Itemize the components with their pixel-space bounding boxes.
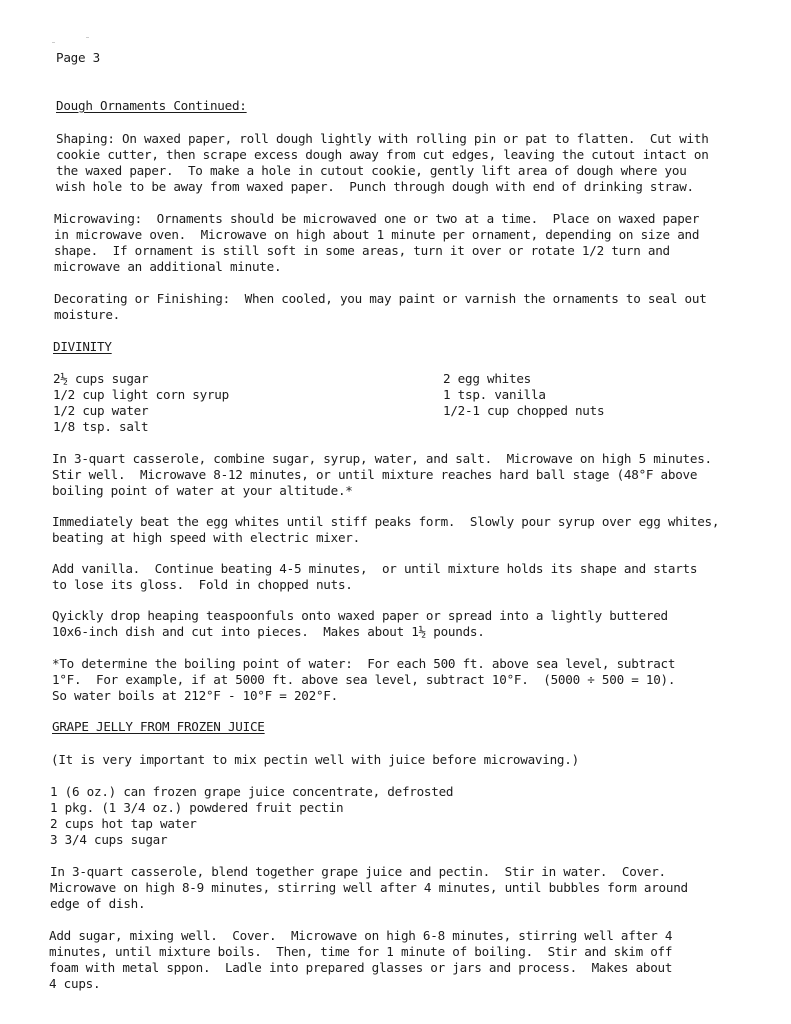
text-line: moisture. (54, 307, 120, 322)
ingredient-item: 2½ cups sugar (53, 371, 149, 386)
text-line: Microwave on high 8-9 minutes, stirring well after 4 minutes, until bubbles form around (50, 880, 688, 895)
ingredient-item: 1/2-1 cup chopped nuts (443, 403, 605, 418)
text-line: In 3-quart casserole, combine sugar, syrup, water, and salt. Microwave on high 5 minutes. (52, 451, 712, 466)
ingredient-item: 2 cups hot tap water (50, 816, 197, 831)
text-line: 4 cups. (49, 976, 101, 991)
text-line: minutes, until mixture boils. Then, time for 1 minute of boiling. Stir and skim off (49, 944, 673, 959)
text-line: boiling point of water at your altitude.* (52, 483, 353, 498)
ingredient-item: 2 egg whites (443, 371, 531, 386)
ingredient-item: 1/2 cup light corn syrup (53, 387, 229, 402)
jelly-heading: GRAPE JELLY FROM FROZEN JUICE (52, 719, 265, 734)
text-line: to lose its gloss. Fold in chopped nuts. (52, 577, 353, 592)
ingredient-item: 3 3/4 cups sugar (50, 832, 168, 847)
page-number: Page 3 (56, 50, 100, 65)
text-line: beating at high speed with electric mixer. (52, 530, 360, 545)
text-line: Add sugar, mixing well. Cover. Microwave on high 6-8 minutes, stirring well after 4 (49, 928, 673, 943)
text-line: 1°F. For example, if at 5000 ft. above sea level, subtract 10°F. (5000 ÷ 500 = 10). (52, 672, 676, 687)
ingredient-item: 1 tsp. vanilla (443, 387, 546, 402)
text-line: So water boils at 212°F - 10°F = 202°F. (52, 688, 338, 703)
jelly-note: (It is very important to mix pectin well with juice before microwaving.) (51, 752, 579, 767)
text-line: foam with metal sppon. Ladle into prepared glasses or jars and process. Makes about (49, 960, 673, 975)
ingredient-item: 1/2 cup water (53, 403, 149, 418)
text-line: the waxed paper. To make a hole in cutout cookie, gently lift area of dough where you (56, 163, 687, 178)
text-line: Decorating or Finishing: When cooled, you may paint or varnish the ornaments to seal out (54, 291, 707, 306)
scan-speck (86, 37, 89, 38)
text-line: In 3-quart casserole, blend together grape juice and pectin. Stir in water. Cover. (50, 864, 666, 879)
ingredient-item: 1 pkg. (1 3/4 oz.) powdered fruit pectin (50, 800, 344, 815)
text-line: Add vanilla. Continue beating 4-5 minutes, or until mixture holds its shape and starts (52, 561, 698, 576)
text-line: Microwaving: Ornaments should be microwaved one or two at a time. Place on waxed paper (54, 211, 700, 226)
text-line: edge of dish. (50, 896, 146, 911)
text-line: Immediately beat the egg whites until stiff peaks form. Slowly pour syrup over egg whites, (52, 514, 720, 529)
scan-speck (52, 42, 55, 43)
ingredient-item: 1 (6 oz.) can frozen grape juice concentrate, defrosted (50, 784, 454, 799)
text-line: wish hole to be away from waxed paper. Punch through dough with end of drinking straw. (56, 179, 694, 194)
text-line: Stir well. Microwave 8-12 minutes, or until mixture reaches hard ball stage (48°F above (52, 467, 698, 482)
text-line: *To determine the boiling point of water: For each 500 ft. above sea level, subtract (52, 656, 676, 671)
text-line: shape. If ornament is still soft in some areas, turn it over or rotate 1/2 turn and (54, 243, 670, 258)
text-line: 10x6-inch dish and cut into pieces. Makes about 1½ pounds. (52, 624, 485, 639)
dough-heading: Dough Ornaments Continued: (56, 98, 247, 113)
text-line: Qyickly drop heaping teaspoonfuls onto waxed paper or spread into a lightly buttered (52, 608, 668, 623)
text-line: Shaping: On waxed paper, roll dough lightly with rolling pin or pat to flatten. Cut with (56, 131, 709, 146)
text-line: microwave an additional minute. (54, 259, 282, 274)
text-line: in microwave oven. Microwave on high about 1 minute per ornament, depending on size and (54, 227, 700, 242)
ingredient-item: 1/8 tsp. salt (53, 419, 149, 434)
text-line: cookie cutter, then scrape excess dough away from cut edges, leaving the cutout intact on (56, 147, 709, 162)
divinity-heading: DIVINITY (53, 339, 112, 354)
